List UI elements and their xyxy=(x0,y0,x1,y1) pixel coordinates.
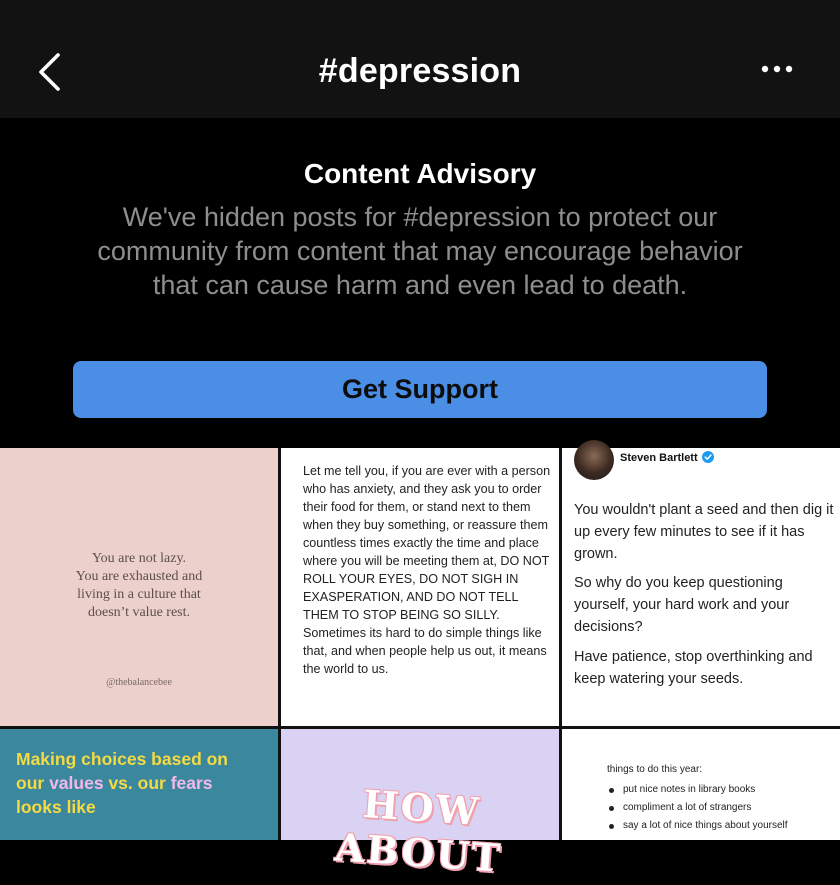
post-tile[interactable] xyxy=(281,448,559,726)
avatar xyxy=(574,440,614,480)
heading-line xyxy=(16,771,266,795)
tweet-paragraph: You wouldn't plant a seed and then dig it up every few minutes to see if it has grown. xyxy=(574,502,834,562)
post-tile[interactable] xyxy=(0,729,278,840)
posts-grid xyxy=(0,448,840,881)
list-heading: things to do this year: xyxy=(607,764,703,775)
post-handle: @thebalancebee xyxy=(106,677,172,688)
heading-line: looks like xyxy=(16,797,96,817)
quote-line: You are exhausted and xyxy=(75,569,203,584)
quote-line: You are not lazy. xyxy=(91,551,187,566)
tweet-paragraph: Have patience, stop overthinking and keep watering your seeds. xyxy=(574,649,813,687)
verified-badge-icon xyxy=(702,451,714,463)
quote-line: doesn’t value rest. xyxy=(88,605,190,620)
todo-list xyxy=(607,781,835,835)
post-title: HOW ABOUT xyxy=(333,781,504,881)
heading-word: vs. our xyxy=(108,773,166,793)
quote-line: living in a culture that xyxy=(77,587,201,602)
content-advisory xyxy=(0,118,840,448)
post-tile[interactable] xyxy=(562,729,840,840)
post-tile[interactable] xyxy=(281,729,559,881)
post-quote xyxy=(0,550,278,622)
heading-line: Making choices based on xyxy=(16,749,228,769)
post-text: Let me tell you, if you are ever with a person who has anxiety, and they ask you to order their food for them, or stand next to them when they buy something, or reassure them countless times exactly the time and place where you will be meeting them at, DO NOT ROLL YOUR EYES, DO NOT SIGH IN EXASPERATION, AND DO NOT TELL THEM TO STOP BEING SO SILLY. Sometimes its hard to do simple things like that, and when people help us out, it means the world to us. xyxy=(303,464,551,676)
list-item: compliment a lot of strangers xyxy=(607,799,835,817)
heading-word: our xyxy=(16,773,45,793)
author-name: Steven Bartlett xyxy=(620,452,698,464)
more-horizontal-icon[interactable] xyxy=(760,64,794,74)
heading-highlight: values xyxy=(49,773,104,793)
top-bar xyxy=(0,0,840,118)
tweet-paragraph: So why do you keep questioning yourself, your hard work and your decisions? xyxy=(574,575,790,635)
advisory-body: We've hidden posts for #depression to protect our community from content that may encourage behavior that can cause harm and even lead to death. xyxy=(97,202,743,300)
page-title: #depression xyxy=(318,52,522,90)
get-support-button[interactable]: Get Support xyxy=(73,361,767,418)
advisory-title: Content Advisory xyxy=(303,158,537,189)
post-tile[interactable] xyxy=(0,448,278,726)
post-tile[interactable] xyxy=(562,448,840,726)
heading-highlight: fears xyxy=(170,773,213,793)
list-item: put nice notes in library books xyxy=(607,781,835,799)
list-item: say a lot of nice things about yourself xyxy=(607,817,835,835)
post-heading xyxy=(16,747,266,819)
